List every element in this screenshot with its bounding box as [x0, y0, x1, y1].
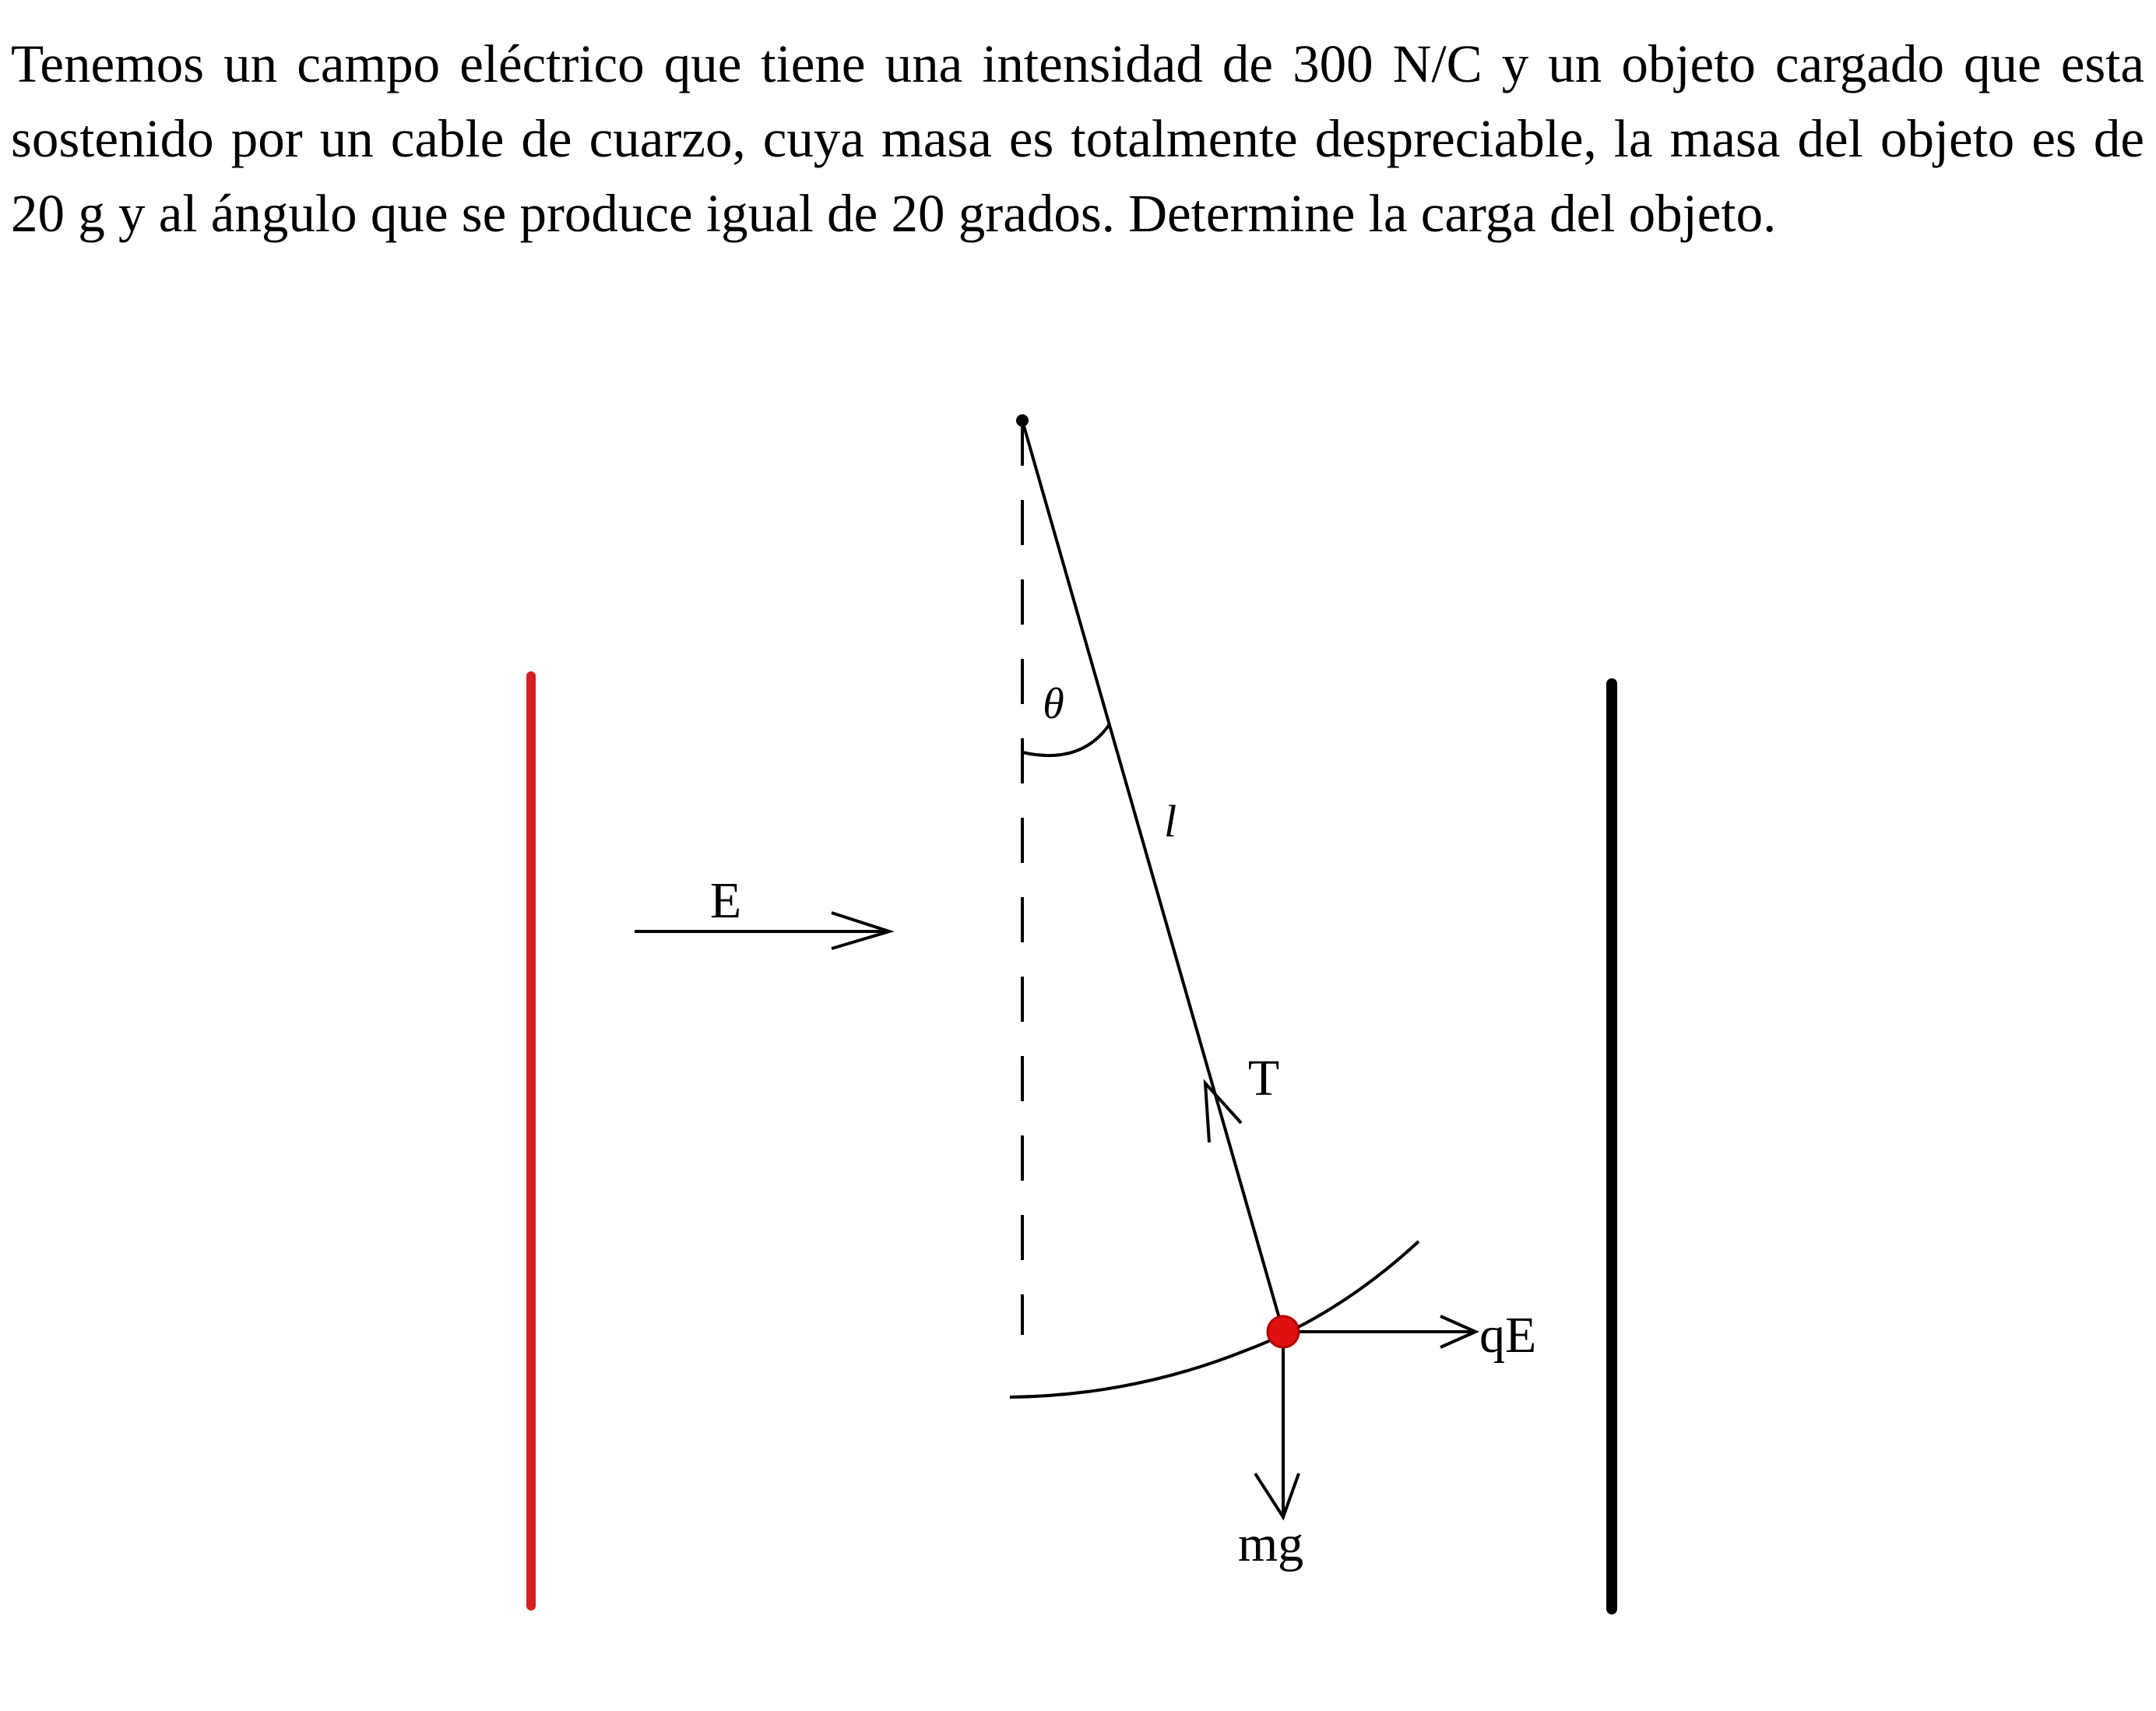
pendulum-string	[1022, 421, 1283, 1332]
weight-arrow	[1255, 1332, 1299, 1517]
problem-statement: Tenemos un campo eléctrico que tiene una intensidad de 300 N/C y un objeto cargado que esta sostenido por un cable de cuarzo, cuya masa es totalmente despreciable, la masa del objeto es de 20 g y al ángulo que se produce igual de 20 grados. Determine la carga del objeto.	[11, 34, 2144, 243]
charged-object	[1268, 1316, 1299, 1347]
field-label: E	[709, 872, 742, 929]
electric-force-label: qE	[1479, 1307, 1537, 1364]
field-arrow	[635, 913, 889, 949]
angle-arc	[1022, 724, 1110, 755]
weight-label: mg	[1237, 1516, 1304, 1572]
swing-arc	[1010, 1241, 1419, 1397]
angle-label: θ	[1043, 680, 1064, 728]
length-label: l	[1163, 796, 1177, 847]
tension-arrowhead	[1205, 1083, 1241, 1142]
tension-label: T	[1247, 1050, 1280, 1107]
